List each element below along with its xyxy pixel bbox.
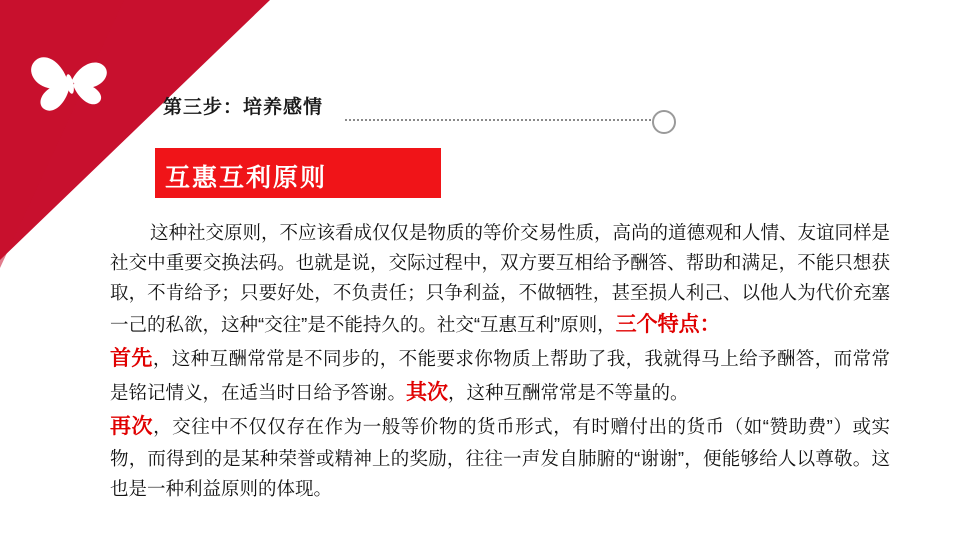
paragraph-1 <box>110 218 890 342</box>
circle-marker-icon <box>652 110 676 134</box>
emphasis-third: 再次 <box>110 414 154 438</box>
paragraph-3-text: ，交往中不仅仅存在作为一般等价物的货币形式，有时赠付出的货币（如“赞助费”）或实物，而得到的是某种荣誉或精神上的奖励，往往一声发自肺腑的“谢谢”，便能够给人以尊敬。这也是一种利益原则的体现。 <box>110 415 891 499</box>
paragraph-1-text: 这种社交原则，不应该看成仅仅是物质的等价交易性质，高尚的道德观和人情、友谊同样是社交中重要交换法码。也就是说，交际过程中，双方要互相给予酬答、帮助和满足，不能只想获取，不肯给予；只要好处，不负责任；只争利益，不做牺牲，甚至损人利己、以他人为代价充塞一己的私欲，这种“交往”是不能持久的。社交“互惠互利”原则， <box>110 222 891 335</box>
paragraph-2-text-b: ，这种互酬常常是不等量的。 <box>448 381 689 403</box>
emphasis-first: 首先 <box>110 346 153 370</box>
emphasis-three-features: 三个特点： <box>615 312 721 336</box>
page-title: 第三步：培养感情 <box>163 97 324 118</box>
dotted-rule-divider <box>345 119 655 122</box>
emphasis-second: 其次 <box>406 380 449 404</box>
paragraph-2-text-a: ，这种互酬常常是不同步的，不能要求你物质上帮助了我，我就得马上给予酬答，而常常是铭记情义，在适当时日给予答谢。 <box>110 347 890 403</box>
paragraph-2 <box>110 342 890 410</box>
paragraph-3 <box>110 410 890 504</box>
butterfly-icon <box>24 48 110 122</box>
body-copy <box>110 218 890 504</box>
banner-title: 互惠互利原则 <box>165 164 328 192</box>
